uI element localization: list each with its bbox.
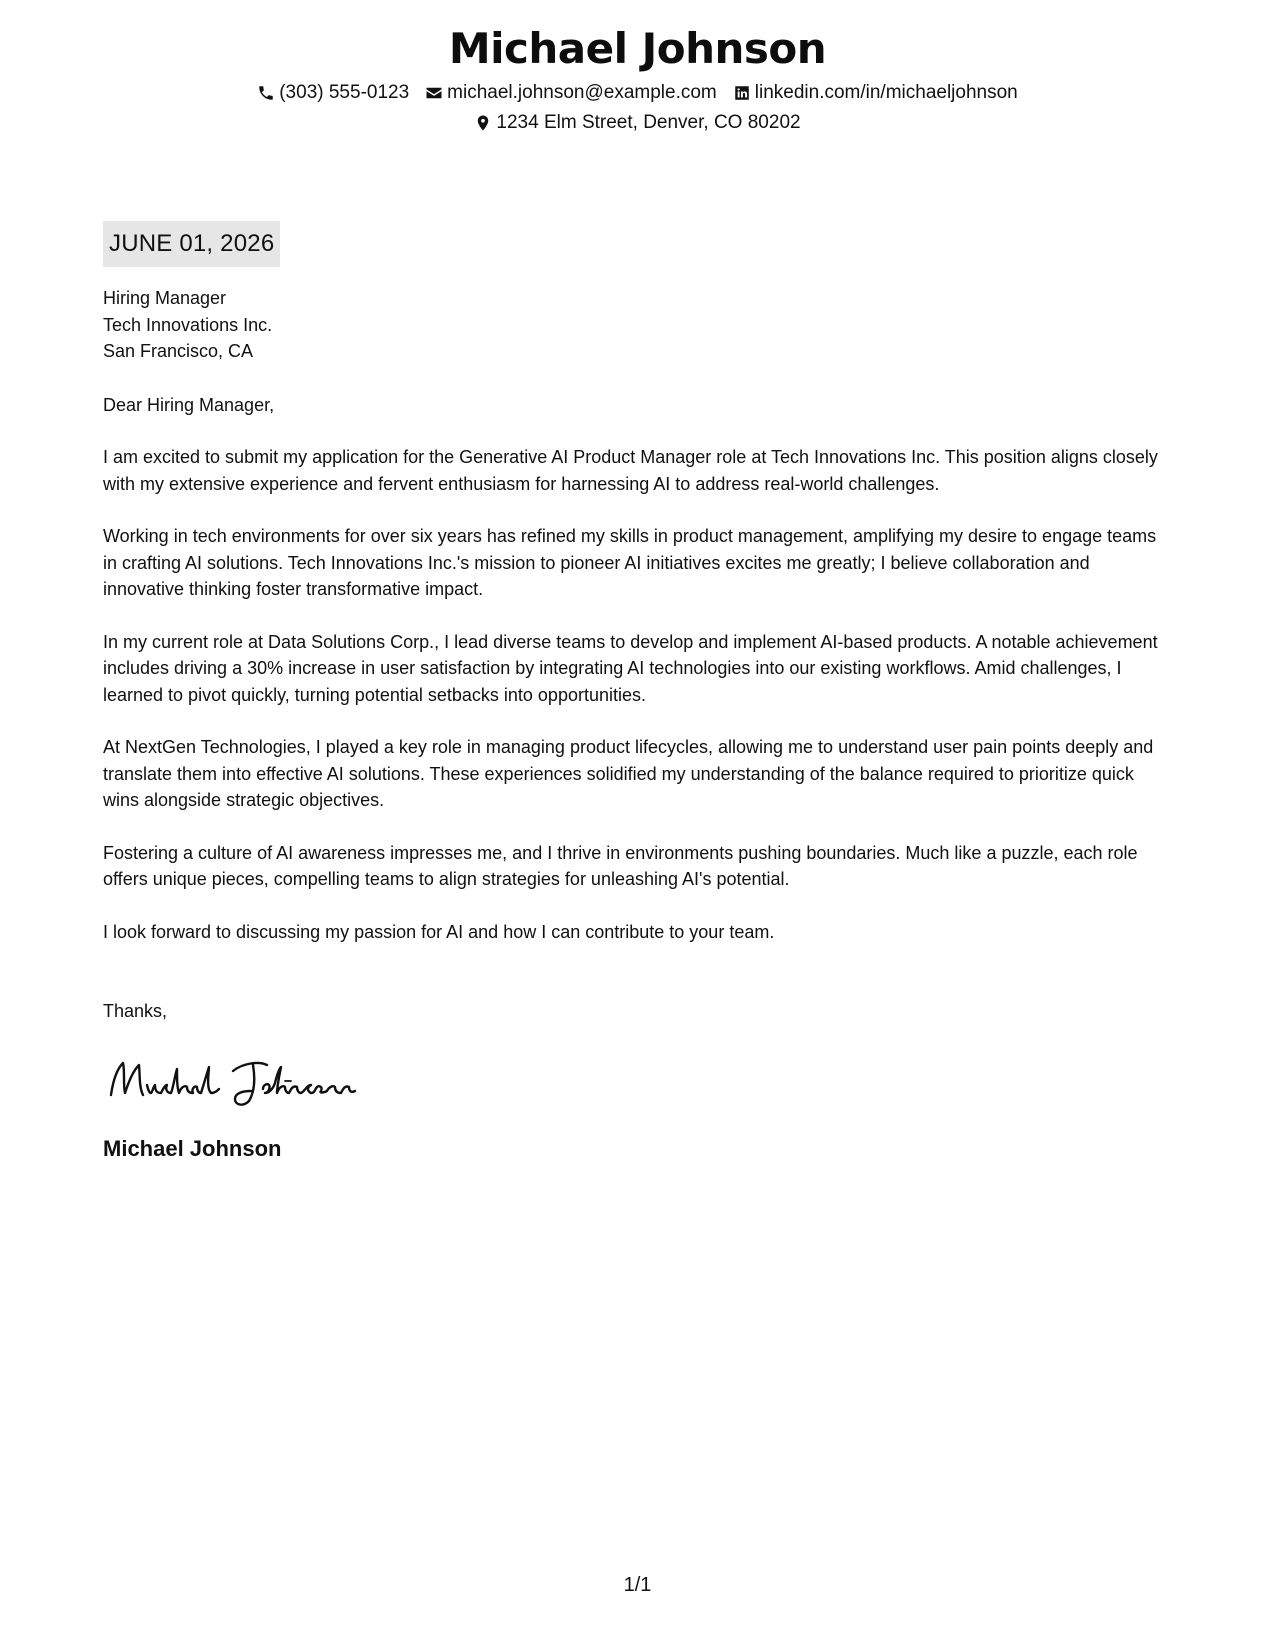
recipient-title: Hiring Manager (103, 288, 227, 308)
linkedin-icon (733, 84, 751, 102)
body-paragraph: Working in tech environments for over six years has refined my skills in product management, amplifying my desire to engage teams in crafting AI solutions. Tech Innovations Inc.'s mission to pioneer AI initiatives excites me greatly; I believe collaboration and innovative thinking foster transformative impact. (103, 526, 1157, 599)
signature-text: Michael Johnson (103, 1050, 111, 1052)
contact-phone (257, 80, 409, 106)
handwritten-signature (103, 1051, 363, 1111)
signed-name: Michael Johnson (103, 1136, 282, 1161)
phone-text: (303) 555-0123 (279, 82, 410, 103)
letter-header (0, 22, 1275, 136)
phone-icon (257, 84, 275, 102)
contact-row-primary (0, 80, 1275, 106)
body-paragraph: I am excited to submit my application for the Generative AI Product Manager role at Tech Innovations Inc. This position aligns closely with my extensive experience and fervent enthusiasm for harnessing AI to address real-world challenges. (103, 447, 1158, 494)
salutation: Dear Hiring Manager, (103, 394, 275, 415)
recipient-location: San Francisco, CA (103, 341, 254, 361)
body-paragraph: Fostering a culture of AI awareness impresses me, and I thrive in environments pushing boundaries. Much like a puzzle, each role offers unique pieces, compelling teams to align strategies for unleashing AI's potential. (103, 842, 1138, 889)
letter-body (103, 221, 1173, 1164)
map-pin-icon (474, 114, 492, 132)
envelope-icon (425, 84, 443, 102)
contact-row-address (0, 110, 1275, 136)
recipient-company: Tech Innovations Inc. (103, 314, 273, 335)
contact-linkedin[interactable] (733, 80, 1018, 106)
linkedin-link[interactable]: linkedin.com/in/michaeljohnson (754, 82, 1018, 103)
body-paragraph: In my current role at Data Solutions Corp., I lead diverse teams to develop and implement AI-based products. A notable achievement includes driving a 30% increase in user satisfaction by integrating AI technologies into our existing workflows. Amid challenges, I learned to pivot quickly, turning potential setbacks into opportunities. (103, 631, 1158, 705)
contact-address (474, 110, 800, 136)
closing: Thanks, (103, 1001, 168, 1021)
email-link[interactable]: michael.johnson@example.com (447, 82, 717, 103)
page-indicator: 1/1 (623, 1574, 652, 1596)
applicant-name: Michael Johnson (448, 24, 827, 73)
body-paragraph: I look forward to discussing my passion for AI and how I can contribute to your team. (103, 921, 775, 942)
letter-date: JUNE 01, 2026 (103, 221, 280, 267)
address-text: 1234 Elm Street, Denver, CO 80202 (496, 112, 801, 133)
body-paragraph: At NextGen Technologies, I played a key role in managing product lifecycles, allowing me to understand user pain points deeply and translate them into effective AI solutions. These experiences solidified my understanding of the balance required to prioritize quick wins alongside strategic objectives. (103, 737, 1154, 810)
contact-email[interactable] (425, 80, 717, 106)
recipient-block (103, 285, 1173, 365)
